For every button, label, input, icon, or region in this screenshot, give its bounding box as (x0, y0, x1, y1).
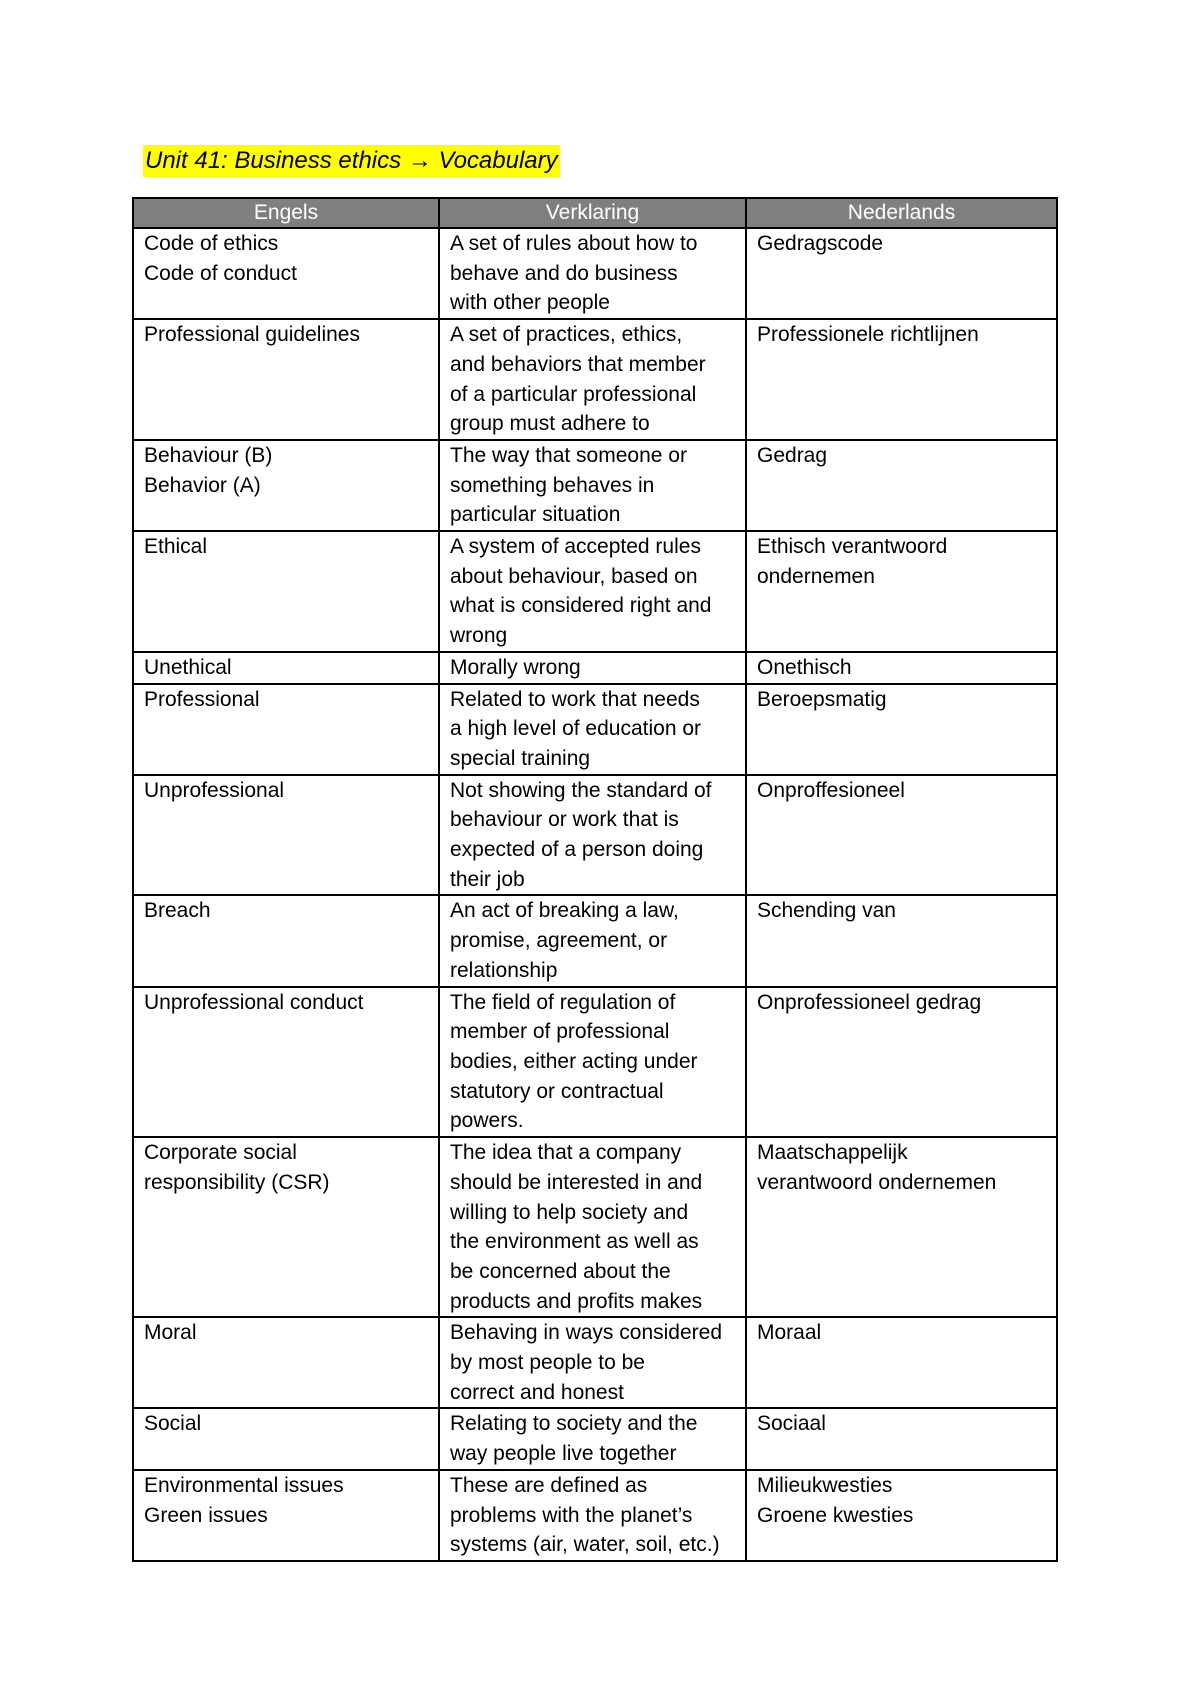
cell-text-line: Professionele richtlijnen (757, 323, 979, 347)
cell-text-line: verantwoord ondernemen (757, 1170, 997, 1194)
cell-nederlands (746, 1317, 1057, 1408)
cell-nederlands (746, 440, 1057, 531)
cell-text-line: An act of breaking a law, (450, 899, 679, 923)
vocabulary-table (132, 197, 1058, 1562)
cell-verklaring (439, 652, 746, 684)
column-header-nederlands: Nederlands (746, 198, 1057, 228)
cell-text-line: relationship (450, 958, 558, 982)
cell-engels (133, 1470, 439, 1561)
cell-text-line: The field of regulation of (450, 990, 676, 1014)
cell-text-line: should be interested in and (450, 1170, 703, 1194)
cell-text-line: problems with the planet’s (450, 1503, 693, 1527)
cell-text-line: special training (450, 746, 591, 770)
cell-text-line: Beroepsmatig (757, 687, 887, 711)
cell-engels (133, 987, 439, 1138)
cell-text-line: Professional guidelines (144, 323, 360, 347)
cell-text-line: group must adhere to (450, 412, 650, 436)
cell-text-line: wrong (450, 624, 508, 648)
table-row (133, 1470, 1057, 1561)
cell-text-line: responsibility (CSR) (144, 1170, 330, 1194)
cell-nederlands (746, 1137, 1057, 1317)
cell-text-line: behave and do business (450, 261, 678, 285)
cell-text-line: The way that someone or (450, 443, 687, 467)
cell-text-line: ondernemen (757, 564, 875, 588)
cell-nederlands (746, 987, 1057, 1138)
cell-text-line: Breach (144, 899, 211, 923)
cell-text-line: Unprofessional conduct (144, 990, 364, 1014)
cell-nederlands (746, 895, 1057, 986)
cell-text-line: Gedragscode (757, 232, 884, 255)
cell-text-line: The idea that a company (450, 1141, 682, 1165)
cell-engels (133, 895, 439, 986)
cell-text-line: behaviour or work that is (450, 808, 679, 832)
table-row (133, 228, 1057, 319)
cell-text-line: of a particular professional (450, 382, 697, 406)
table-row (133, 440, 1057, 531)
cell-text-line: particular situation (450, 503, 621, 527)
cell-text-line: Code of ethics (144, 232, 279, 255)
cell-verklaring (439, 895, 746, 986)
page-title: Unit 41: Business ethics → Vocabulary (143, 145, 560, 177)
cell-text-line: A set of practices, ethics, (450, 323, 683, 347)
cell-verklaring (439, 1408, 746, 1469)
table-body (133, 228, 1057, 1561)
cell-text-line: Onproffesioneel (757, 778, 905, 802)
cell-text-line: A system of accepted rules (450, 535, 701, 559)
cell-text-line: Moral (144, 1321, 197, 1345)
cell-text-line: Milieukwesties (757, 1473, 893, 1497)
cell-engels (133, 1408, 439, 1469)
cell-nederlands (746, 319, 1057, 440)
cell-text-line: Onethisch (757, 655, 852, 679)
cell-text-line: by most people to be (450, 1351, 645, 1375)
cell-text-line: correct and honest (450, 1380, 624, 1404)
cell-nederlands (746, 531, 1057, 652)
table-row (133, 652, 1057, 684)
cell-engels (133, 319, 439, 440)
cell-nederlands (746, 228, 1057, 319)
cell-text-line: Onprofessioneel gedrag (757, 990, 982, 1014)
cell-engels (133, 1317, 439, 1408)
cell-nederlands (746, 775, 1057, 896)
cell-text-line: Unethical (144, 655, 232, 679)
table-row (133, 531, 1057, 652)
cell-verklaring (439, 440, 746, 531)
column-header-engels: Engels (133, 198, 439, 228)
cell-text-line: the environment as well as (450, 1230, 699, 1254)
table-row (133, 1317, 1057, 1408)
table-row (133, 684, 1057, 775)
cell-text-line: Ethisch verantwoord (757, 535, 948, 559)
table-row (133, 1408, 1057, 1469)
cell-nederlands (746, 1470, 1057, 1561)
cell-verklaring (439, 987, 746, 1138)
cell-text-line: Environmental issues (144, 1473, 344, 1497)
cell-text-line: Not showing the standard of (450, 778, 712, 802)
cell-engels (133, 440, 439, 531)
cell-engels (133, 1137, 439, 1317)
cell-text-line: Behavior (A) (144, 473, 261, 497)
cell-text-line: Ethical (144, 535, 208, 559)
cell-text-line: Schending van (757, 899, 896, 923)
cell-engels (133, 652, 439, 684)
table-row (133, 987, 1057, 1138)
cell-text-line: powers. (450, 1109, 524, 1133)
cell-text-line: Behaving in ways considered (450, 1321, 722, 1345)
cell-verklaring (439, 1317, 746, 1408)
cell-text-line: Moraal (757, 1321, 822, 1345)
cell-verklaring (439, 775, 746, 896)
cell-text-line: promise, agreement, or (450, 929, 668, 953)
cell-text-line: expected of a person doing (450, 838, 704, 862)
cell-verklaring (439, 1137, 746, 1317)
table-row (133, 775, 1057, 896)
cell-text-line: be concerned about the (450, 1259, 671, 1283)
cell-text-line: Maatschappelijk (757, 1141, 908, 1165)
cell-engels (133, 775, 439, 896)
cell-text-line: willing to help society and (450, 1200, 689, 1224)
cell-nederlands (746, 652, 1057, 684)
cell-text-line: a high level of education or (450, 717, 702, 741)
column-header-verklaring: Verklaring (439, 198, 746, 228)
cell-engels (133, 531, 439, 652)
cell-text-line: products and profits makes (450, 1289, 703, 1313)
cell-text-line: Corporate social (144, 1141, 297, 1165)
cell-text-line: bodies, either acting under (450, 1049, 698, 1073)
cell-text-line: systems (air, water, soil, etc.) (450, 1533, 720, 1557)
cell-text-line: what is considered right and (450, 594, 712, 618)
cell-text-line: Groene kwesties (757, 1503, 914, 1527)
cell-text-line: their job (450, 867, 525, 891)
cell-text-line: something behaves in (450, 473, 655, 497)
table-row (133, 319, 1057, 440)
cell-text-line: Behaviour (B) (144, 443, 273, 467)
cell-text-line: Social (144, 1412, 202, 1436)
cell-engels (133, 684, 439, 775)
cell-text-line: Relating to society and the (450, 1412, 698, 1436)
cell-text-line: Related to work that needs (450, 687, 700, 711)
cell-text-line: Green issues (144, 1503, 268, 1527)
cell-text-line: These are defined as (450, 1473, 648, 1497)
cell-text-line: about behaviour, based on (450, 564, 698, 588)
cell-nederlands (746, 684, 1057, 775)
cell-engels (133, 228, 439, 319)
cell-text-line: A set of rules about how to (450, 232, 698, 255)
cell-text-line: Professional (144, 687, 260, 711)
cell-text-line: Morally wrong (450, 655, 581, 679)
cell-text-line: way people live together (450, 1442, 677, 1466)
cell-verklaring (439, 531, 746, 652)
table-row (133, 1137, 1057, 1317)
table-row (133, 895, 1057, 986)
table-header-row (133, 198, 1057, 228)
cell-text-line: Code of conduct (144, 261, 297, 285)
cell-text-line: and behaviors that member (450, 352, 706, 376)
cell-text-line: statutory or contractual (450, 1079, 664, 1103)
cell-text-line: with other people (450, 291, 610, 315)
cell-text-line: Unprofessional (144, 778, 285, 802)
cell-verklaring (439, 319, 746, 440)
cell-verklaring (439, 1470, 746, 1561)
cell-text-line: member of professional (450, 1020, 670, 1044)
cell-verklaring (439, 684, 746, 775)
cell-text-line: Gedrag (757, 443, 828, 467)
cell-text-line: Sociaal (757, 1412, 826, 1436)
cell-verklaring (439, 228, 746, 319)
cell-nederlands (746, 1408, 1057, 1469)
